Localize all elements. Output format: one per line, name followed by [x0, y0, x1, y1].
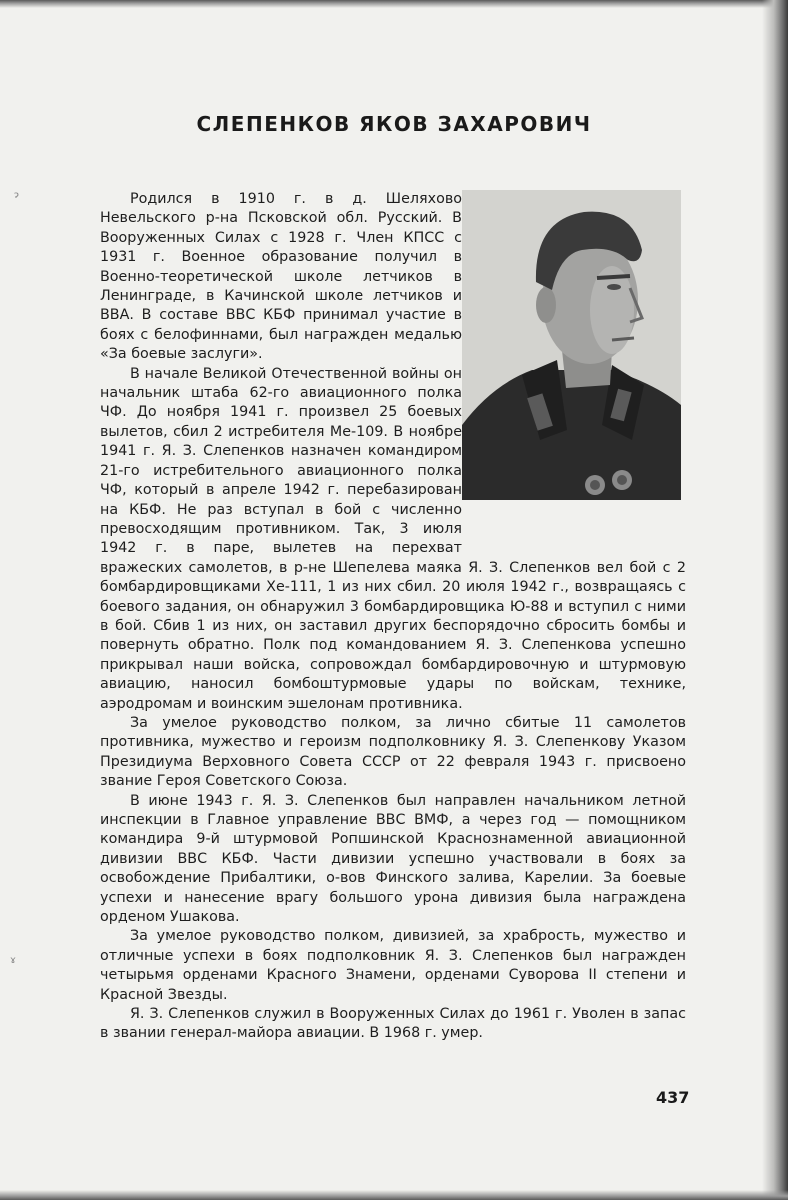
page-edge-right — [762, 0, 788, 1200]
page-edge-top — [0, 0, 788, 8]
paragraph: Родился в 1910 г. в д. Шеляхово Невельского р-на Псковской обл. Русский. В Вооруженных Силах с 1928 г. Член КПСС с 1931 г. Военное образование получил в Военно-теоретической школе летчиков в Ленинграде, в Качинской школе летчиков и ВВА. В составе ВВС КБФ принимал участие в боях с белофиннами, был награжден медалью «За боевые заслуги». — [100, 191, 462, 363]
photo-spacer — [486, 190, 686, 542]
paragraph: За умелое руководство полком, дивизией, за храбрость, мужество и отличные успехи в боях подполковник Я. З. Слепенков был награжден четырьмя орденами Красного Знамени, орденами Суворова II степени и Красной Звезды. — [100, 928, 686, 1003]
paragraph: В июне 1943 г. Я. З. Слепенков был направлен начальником летной инспекции в Главное управление ВВС ВМФ, а через год — помощником командира 9-й штурмовой Ропшинской Краснознаменной авиационной дивизии ВВС КБФ. Части дивизии успешно участвовали в боях за освобождение Прибалтики, о-вов Финского залива, Карелии. За боевые успехи и нанесение врагу большого урона дивизия была награждена орденом Ушакова. — [100, 792, 686, 926]
scan-mark: ɂ — [14, 190, 19, 201]
scan-mark: ɤ — [10, 955, 16, 966]
page-number: 437 — [656, 1088, 690, 1107]
page-title: СЛЕПЕНКОВ ЯКОВ ЗАХАРОВИЧ — [196, 112, 592, 136]
page-edge-bottom — [0, 1190, 788, 1200]
paragraph: В начале Великой Отечественной войны он начальник штаба 62-го авиационного полка ЧФ. До ноября 1941 г. произвел 25 боевых вылетов, сбил 2 истребителя Ме-109. В ноябре 1941 г. Я. З. Слепенков назначен командиром 21-го истребительного авиационного полка ЧФ, который в апреле 1942 г. перебазирован на КБФ. Не раз вступал в бой с численно превосходящим противником. Так, 3 июля 1942 г. в паре, вылетев на перехват вражеских самолетов, в р-не Шепелева маяка Я. З. Слепенков вел бой с 2 бомбардировщиками Хе-111, 1 из них сбил. 20 июля 1942 г., возвращаясь с боевого задания, он обнаружил 3 бомбардировщика Ю-88 и вступил с ними в бой. Сбив 1 из них, он заставил других беспорядочно сбросить бомбы и повернуть обратно. Полк под командованием Я. З. Слепенкова успешно прикрывал наши войска, сопровождал бомбардировочную и штурмовую авиацию, наносил бомбоштурмовые удары по войскам, технике, аэродромам и воинским эшелонам противника. — [100, 365, 686, 712]
paragraph: За умелое руководство полком, за лично сбитые 11 самолетов противника, мужество и героизм подполковнику Я. З. Слепенкову Указом Президиума Верховного Совета СССР от 22 февраля 1943 г. присвоено звание Героя Советского Союза. — [100, 714, 686, 790]
paragraph: Я. З. Слепенков служил в Вооруженных Силах до 1961 г. Уволен в запас в звании генерал-майора авиации. В 1968 г. умер. — [100, 1006, 686, 1042]
biography-text — [100, 190, 686, 1044]
